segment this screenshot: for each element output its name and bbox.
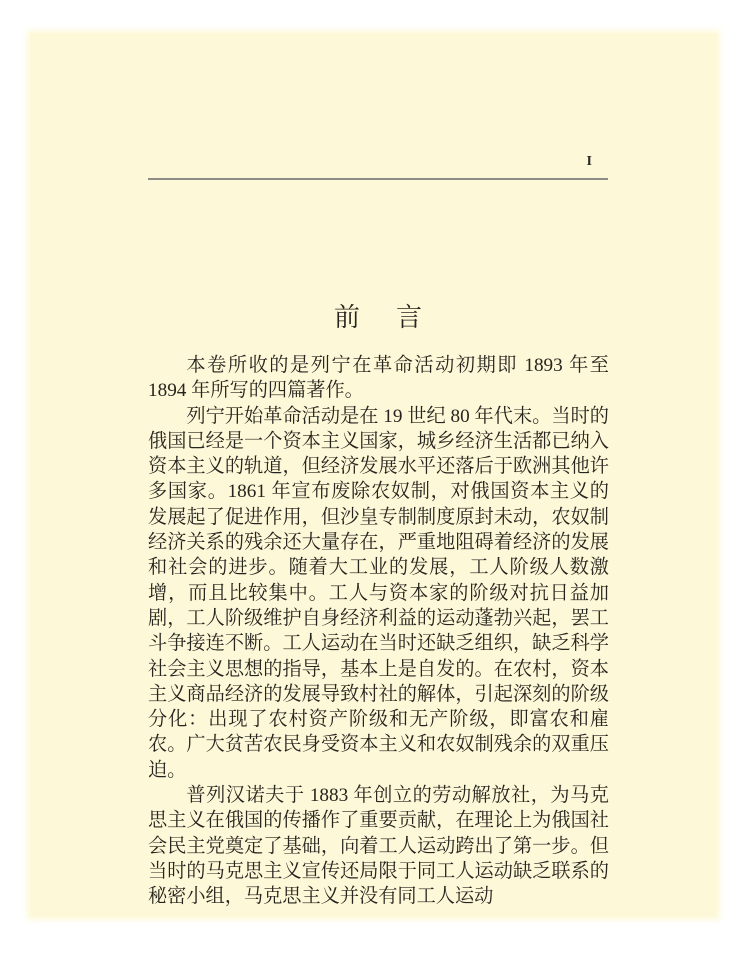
paragraph: 普列汉诺夫于 1883 年创立的劳动解放社，为马克思主义在俄国的传播作了重要贡献，在理论上为俄国社会民主党奠定了基础，向着工人运动跨出了第一步。但当时的马克思主义宣传还局限于同工人运动缺乏联系的秘密小组，马克思主义并没有同工人运动 (148, 785, 609, 908)
chapter-title: 前 言 (333, 303, 427, 332)
header-rule (148, 178, 608, 180)
page-number: I (586, 154, 593, 169)
paragraph: 列宁开始革命活动是在 19 世纪 80 年代末。当时的俄国已经是一个资本主义国家，城乡经济生活都已纳入资本主义的轨道，但经济发展水平还落后于欧洲其他许多国家。1861 年宣布废除农奴制，对俄国资本主义的发展起了促进作用，但沙皇专制制度原封未动，农奴制经济关系的残余还大量存在，严重地阻碍着经济的发展和社会的进步。随着大工业的发展，工人阶级人数激增，而且比较集中。工人与资本家的阶级对抗日益加剧，工人阶级维护自身经济利益的运动蓬勃兴起，罢工斗争接连不断。工人运动在当时还缺乏组织，缺乏科学社会主义思想的指导，基本上是自发的。在农村，资本主义商品经济的发展导致村社的解体，引起深刻的阶级分化：出现了农村资产阶级和无产阶级，即富农和雇农。广大贫苦农民身受资本主义和农奴制残余的双重压迫。 (148, 405, 609, 781)
body-text (148, 353, 609, 910)
paragraph: 本卷所收的是列宁在革命活动初期即 1893 年至 1894 年所写的四篇著作。 (148, 355, 609, 402)
book-page (30, 33, 717, 917)
